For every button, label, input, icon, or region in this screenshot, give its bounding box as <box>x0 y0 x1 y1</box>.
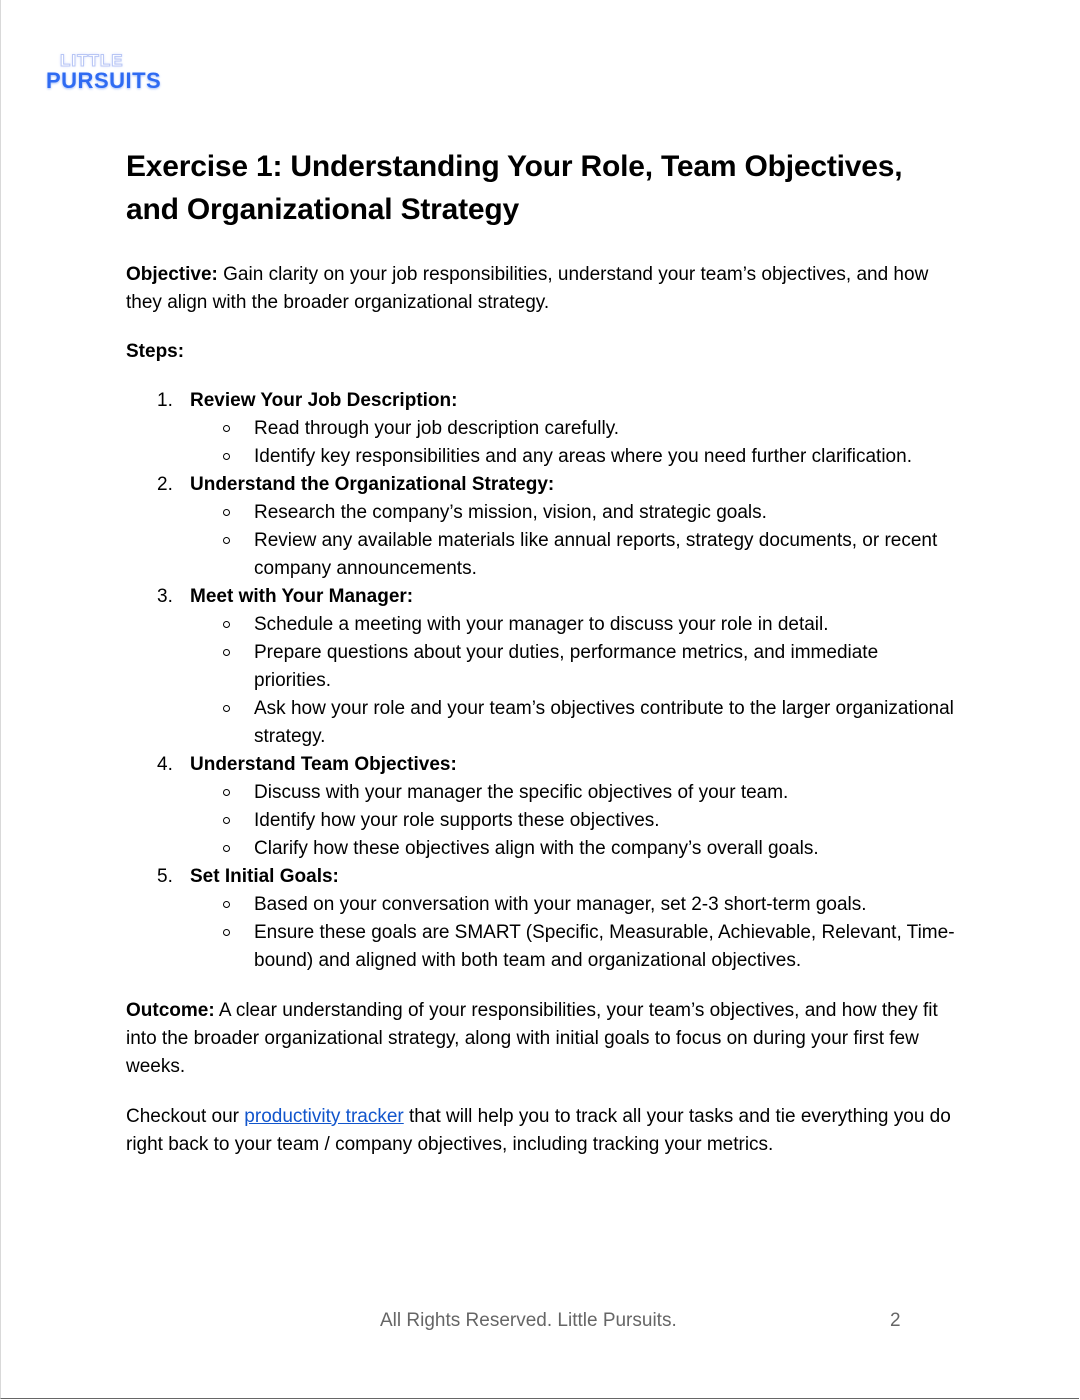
sub-item-text: Identify key responsibilities and any areas where you need further clarification. <box>254 446 912 467</box>
steps-heading: Steps: <box>126 341 185 362</box>
circle-bullet-icon <box>223 621 230 628</box>
sub-list <box>190 415 956 471</box>
step-item <box>126 471 956 583</box>
circle-bullet-icon <box>223 789 230 796</box>
objective-label: Objective: <box>126 264 218 285</box>
sub-list <box>190 611 956 751</box>
steps-list <box>126 387 956 975</box>
step-item <box>126 387 956 471</box>
sub-item <box>190 415 956 443</box>
little-pursuits-logo <box>46 52 176 96</box>
sub-item <box>190 611 956 639</box>
sub-item-text: Ask how your role and your team’s objectives contribute to the larger organizational strategy. <box>254 698 954 747</box>
circle-bullet-icon <box>223 845 230 852</box>
checkout-text-before: Checkout our <box>126 1106 245 1127</box>
sub-item <box>190 499 956 527</box>
page-title: Exercise 1: Understanding Your Role, Team Objectives, and Organizational Strategy <box>126 150 903 226</box>
step-number: 4. <box>157 754 173 775</box>
sub-item <box>190 919 956 975</box>
step-number: 3. <box>157 586 173 607</box>
outcome-text: A clear understanding of your responsibilities, your team’s objectives, and how they fit into the broader organizational strategy, along with initial goals to focus on during your first few weeks. <box>126 1000 938 1077</box>
sub-item <box>190 695 956 751</box>
sub-item-text: Clarify how these objectives align with the company’s overall goals. <box>254 838 819 859</box>
circle-bullet-icon <box>223 929 230 936</box>
sub-item <box>190 891 956 919</box>
sub-list <box>190 779 956 863</box>
outcome-label: Outcome: <box>126 1000 215 1021</box>
circle-bullet-icon <box>223 817 230 824</box>
step-number: 1. <box>157 390 173 411</box>
circle-bullet-icon <box>223 537 230 544</box>
sub-item <box>190 807 956 835</box>
checkout-text-after: that will help you to track all your tasks and tie everything you do right back to your team / company objectives, including tracking your metrics. <box>126 1106 951 1155</box>
circle-bullet-icon <box>223 901 230 908</box>
footer-copyright: All Rights Reserved. Little Pursuits. <box>380 1310 677 1331</box>
circle-bullet-icon <box>223 425 230 432</box>
step-title: Understand the Organizational Strategy: <box>190 474 555 495</box>
sub-item-text: Discuss with your manager the specific objectives of your team. <box>254 782 789 803</box>
circle-bullet-icon <box>223 705 230 712</box>
sub-item-text: Ensure these goals are SMART (Specific, Measurable, Achievable, Relevant, Time-bound) and aligned with both team and organizational objectives. <box>254 922 955 971</box>
sub-list <box>190 499 956 583</box>
sub-item-text: Based on your conversation with your manager, set 2-3 short-term goals. <box>254 894 867 915</box>
step-item <box>126 583 956 751</box>
sub-list <box>190 891 956 975</box>
circle-bullet-icon <box>223 509 230 516</box>
logo-line-pursuits: PURSUITS <box>46 68 162 93</box>
step-title: Meet with Your Manager: <box>190 586 414 607</box>
step-number: 2. <box>157 474 173 495</box>
step-item <box>126 863 956 975</box>
circle-bullet-icon <box>223 453 230 460</box>
objective-text: Gain clarity on your job responsibilities, understand your team’s objectives, and how they align with the broader organizational strategy. <box>126 264 929 313</box>
document-body <box>126 145 956 1159</box>
objective-paragraph <box>126 261 956 317</box>
sub-item-text: Review any available materials like annual reports, strategy documents, or recent company announcements. <box>254 530 938 579</box>
step-number: 5. <box>157 866 173 887</box>
sub-item-text: Identify how your role supports these objectives. <box>254 810 660 831</box>
checkout-paragraph <box>126 1103 956 1159</box>
sub-item <box>190 443 956 471</box>
sub-item <box>190 527 956 583</box>
step-item <box>126 751 956 863</box>
sub-item <box>190 639 956 695</box>
sub-item-text: Prepare questions about your duties, performance metrics, and immediate priorities. <box>254 642 879 691</box>
step-title: Review Your Job Description: <box>190 390 458 411</box>
sub-item-text: Research the company’s mission, vision, and strategic goals. <box>254 502 767 523</box>
step-title: Understand Team Objectives: <box>190 754 457 775</box>
sub-item-text: Schedule a meeting with your manager to discuss your role in detail. <box>254 614 829 635</box>
productivity-tracker-link[interactable]: productivity tracker <box>244 1106 404 1127</box>
step-title: Set Initial Goals: <box>190 866 339 887</box>
logo-line-little: LITTLE <box>60 51 124 70</box>
sub-item <box>190 779 956 807</box>
page-number: 2 <box>890 1310 901 1331</box>
sub-item-text: Read through your job description carefully. <box>254 418 620 439</box>
circle-bullet-icon <box>223 649 230 656</box>
sub-item <box>190 835 956 863</box>
outcome-paragraph <box>126 997 956 1081</box>
